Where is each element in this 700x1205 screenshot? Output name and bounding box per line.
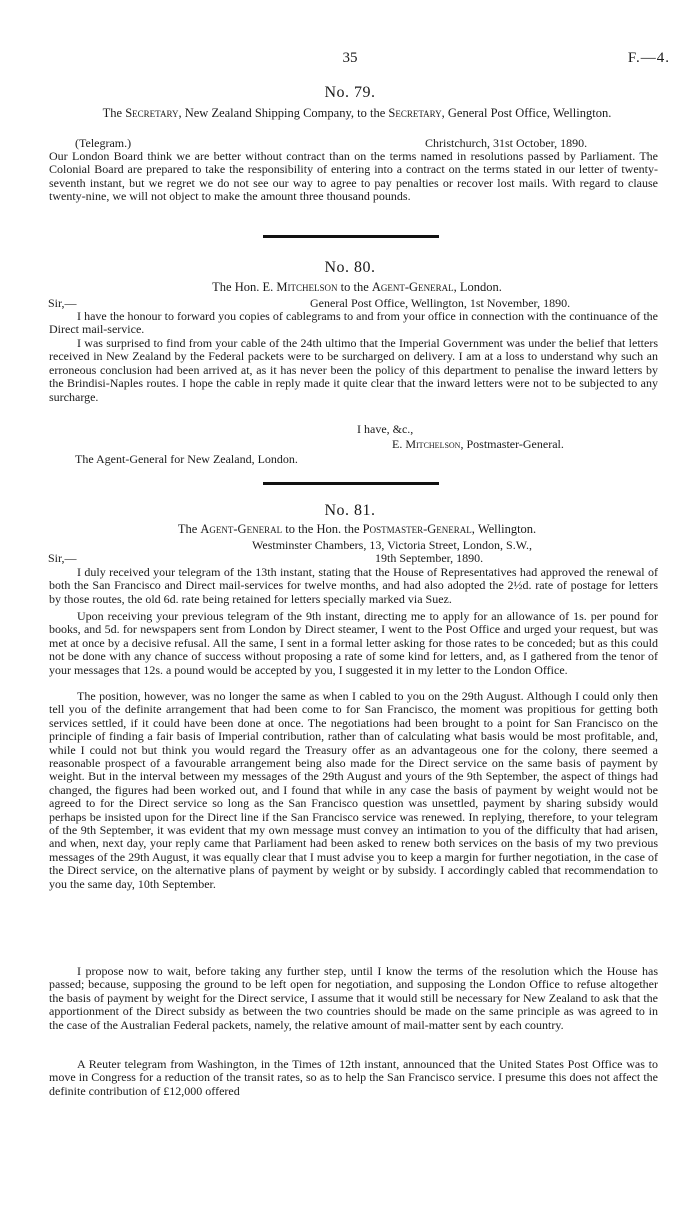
letter-81-date: 19th September, 1890. (375, 551, 484, 565)
letter-79-place-date: Christchurch, 31st October, 1890. (425, 136, 588, 150)
letter-79-heading: The Secretary, New Zealand Shipping Company, to the Secretary, General Post Office, Wellington. (102, 106, 612, 120)
letter-81-paragraph-5: A Reuter telegram from Washington, in the Times of 12th instant, announced that the United States Post Office was to move in Congress for a reduction of the transit rates, so as to help the San Francisco service. I presume this does not affect the definite contribution of £12,000 offered (49, 1057, 658, 1098)
letter-80-salutation: Sir,— (48, 296, 77, 310)
letter-79-body: Our London Board think we are better without contract than on the terms named in resolutions passed by Parliament. The Colonial Board are prepared to take the responsibility of entering into a contract on the terms stated in our letter of twenty-seventh instant, but we regret we do not see our way to agree to pay penalties or recover lost mails. With regard to clause twenty-nine, we will not object to make the amount three thousand pounds. (49, 149, 658, 204)
section-divider (263, 235, 439, 238)
letter-80-addressee: The Agent-General for New Zealand, London. (75, 452, 298, 466)
letter-80-heading: The Hon. E. Mitchelson to the Agent-General, London. (212, 280, 502, 294)
letter-81-address: Westminster Chambers, 13, Victoria Street, London, S.W., (252, 538, 532, 552)
letter-81-number: No. 81. (324, 502, 376, 519)
letter-81-paragraph-4: I propose now to wait, before taking any further step, until I know the terms of the resolution which the House has passed; because, supposing the ground to be left open for negotiation, and supposing the London Office to refuse altogether the basis of payment by weight for the Direct service, I assume that it would still be necessary for New Zealand to ask that the apportionment of the Direct subsidy as between the two countries should be made on the same principle as was agreed to in the case of the Australian Federal packets, namely, the relative amount of mail-matter sent by each country. (49, 964, 658, 1032)
letter-79-label: (Telegram.) (75, 136, 132, 150)
letter-81-paragraph-2: Upon receiving your previous telegram of the 9th instant, directing me to apply for an allowance of 1s. per pound for books, and 5d. for newspapers sent from London by Direct steamer, I went to the Post Office and urged your request, but was met at once by a decisive refusal. All the same, I sent in a formal letter asking for those rates to be conceded; but as this could not be done with any chance of success without proposing a rate of some kind for letters, and, as I gathered from the tenor of your messages that 12s. a pound would be accepted by you, I suggested it in my letter to the London Office. (49, 609, 658, 677)
letter-80-closing: I have, &c., (357, 422, 414, 436)
letter-81-heading: The Agent-General to the Hon. the Postmaster-General, Wellington. (177, 522, 537, 536)
document-reference: F.—4. (627, 50, 670, 66)
letter-80-paragraph-2: I was surprised to find from your cable of the 24th ultimo that the Imperial Government was under the belief that letters received in New Zealand by the Federal packets were to be surcharged on delivery. I am at a loss to understand why such an erroneous conclusion had been arrived at, as it has never been the policy of this department to penalise the inward letters by the Brindisi-Naples routes. I hope the cable in reply made it quite clear that the inward letters were not to be subjected to any surcharge. (49, 336, 658, 404)
letter-81-salutation: Sir,— (48, 551, 77, 565)
letter-79-number: No. 79. (324, 84, 376, 101)
section-divider (263, 482, 439, 485)
page-number: 35 (342, 50, 358, 66)
letter-81-paragraph-1: I duly received your telegram of the 13th instant, stating that the House of Representatives had approved the renewal of both the San Francisco and Direct mail-services for twelve months, and had also adopted the 2½d. rate of postage for letters by those routes, the old 6d. rate being retained for letters specially marked via Suez. (49, 565, 658, 606)
letter-81-paragraph-3: The position, however, was no longer the same as when I cabled to you on the 29th August. Although I could only then tell you of the definite arrangement that had been come to for San Francisco, the moment was propitious for getting both services settled, if it could have been done at once. The negotiations had been brought to a point for San Francisco on the principle of finding a fair basis of Imperial contribution, rather than of calculating what basis would be most profitable, and, while I could not but think you would regard the Treasury offer as an advantageous one for the colony, there seemed a reasonable prospect of a favourable arrangement being also made for the Direct service on the same basis of payment by weight. But in the interval between my messages of the 29th August and yours of the 9th September, the aspect of things had changed, the figures had been worked out, and I found that while in any case the basis of payment by weight would not be agreed to for the Direct service so long as the San Francisco question was unsettled, payment by sharing subsidy would perhaps be insisted upon for the Direct line if the San Francisco service was renewed. In replying, therefore, to your telegram of the 9th September, it was evident that my own message must convey an intimation to you of the difficulty that had arisen, and when, next day, your reply came that Parliament had been asked to renew both services on the basis of my two previous messages of the 29th August, it was equally clear that I must advise you to keep a margin for further negotiation, in the case of the Direct service, on the alternative plans of payment by weight or by subsidy. I accordingly cabled that recommendation to you the same day, 10th September. (49, 689, 658, 891)
letter-80-number: No. 80. (324, 259, 376, 276)
letter-80-place-date: General Post Office, Wellington, 1st November, 1890. (310, 296, 571, 310)
letter-80-paragraph-1: I have the honour to forward you copies of cablegrams to and from your office in connection with the continuance of the Direct mail-service. (49, 309, 658, 337)
letter-80-signature: E. Mitchelson, Postmaster-General. (392, 437, 564, 451)
